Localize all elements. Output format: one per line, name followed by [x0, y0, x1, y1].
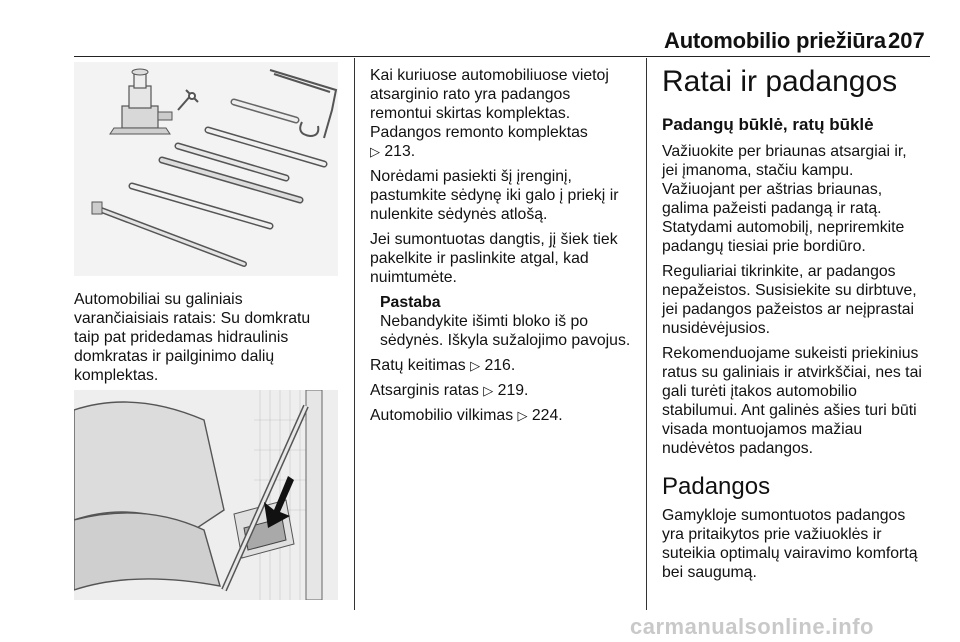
page-header-title: Automobilio priežiūra — [664, 28, 886, 53]
cross-reference-3[interactable]: Automobilio vilkimas ▷ 224. — [370, 407, 563, 424]
tools-illustration — [74, 62, 338, 276]
extension-bar-icon — [92, 130, 324, 264]
reference-arrow-icon: ▷ — [370, 144, 380, 159]
right-para-1: Važiuokite per briaunas atsargiai ir, jei įmanoma, stačiu kampu. Važiuojant per aštrias briaunas, galima pažeisti padangą ir ratą. Statydami automobilį, nepriremkite padangų tiesiai prie bordiūro. — [662, 143, 907, 255]
threaded-rod-icon — [234, 102, 296, 120]
section-heading: Ratai ir padangos — [662, 65, 898, 98]
left-caption: Automobiliai su galiniais varančiaisiais ratais: Su domkratu taip pat pridedamas hidraulinis domkratas ir pailginimo dalių komplektas. — [74, 291, 311, 384]
middle-para-1: Kai kuriuose automobiliuose vietoj atsarginio rato yra padangos remontui skirtas komplektas. Padangos remonto komplektas ▷ 213. — [370, 67, 609, 160]
reference-link[interactable]: 213. — [384, 143, 416, 160]
note-box — [370, 293, 640, 350]
reference-arrow-icon: ▷ — [470, 358, 481, 373]
middle-para-3: Jei sumontuotas dangtis, jį šiek tiek pakelkite ir paslinkite atgal, kad nuimtumėte. — [370, 231, 618, 286]
t-handle-icon — [178, 90, 198, 110]
note-body: Nebandykite išimti bloko iš po sėdynės. Iškyla sužalojimo pavojus. — [380, 313, 631, 349]
cross-reference-1[interactable]: Ratų keitimas ▷ 216. — [370, 357, 516, 374]
right-para-3: Rekomenduojame sukeisti priekinius ratus su galiniais ir atvirkščiai, nes tai gali turėti įtakos automobilio stabilumui. Ant galinės ašies turi būti visada montuojamos mažiau nudėvėtos padangos. — [662, 345, 922, 457]
seat-figure — [74, 390, 338, 600]
right-para-4: Gamykloje sumontuotos padangos yra pritaikytos prie važiuoklės ir suteikia optimalų vairavimo komfortą bei saugumą. — [662, 507, 918, 581]
note-title: Pastaba — [380, 294, 441, 311]
column-divider-2 — [646, 58, 647, 610]
header-rule — [74, 56, 930, 57]
watermark: carmanualsonline.info — [630, 614, 874, 639]
wheel-wrench-icon — [270, 70, 336, 138]
hydraulic-jack-icon — [110, 69, 172, 134]
right-para-2: Reguliariai tikrinkite, ar padangos nepažeistos. Susisiekite su dirbtuve, jei padangos pažeistos ar neįprastai nusidėvėjusios. — [662, 263, 917, 337]
cross-reference-2[interactable]: Atsarginis ratas ▷ 219. — [370, 382, 529, 399]
tools-figure — [74, 62, 338, 276]
column-divider-1 — [354, 58, 355, 610]
page-number: 207 — [888, 28, 925, 53]
section-heading-2: Padangos — [662, 473, 771, 500]
seat-illustration — [74, 390, 338, 600]
subsection-heading: Padangų būklė, ratų būklė — [662, 115, 874, 134]
middle-para-2: Norėdami pasiekti šį įrenginį, pastumkite sėdynę iki galo į priekį ir nulenkite sėdynės atlošą. — [370, 168, 619, 223]
reference-arrow-icon: ▷ — [483, 383, 494, 398]
reference-arrow-icon: ▷ — [517, 408, 528, 423]
